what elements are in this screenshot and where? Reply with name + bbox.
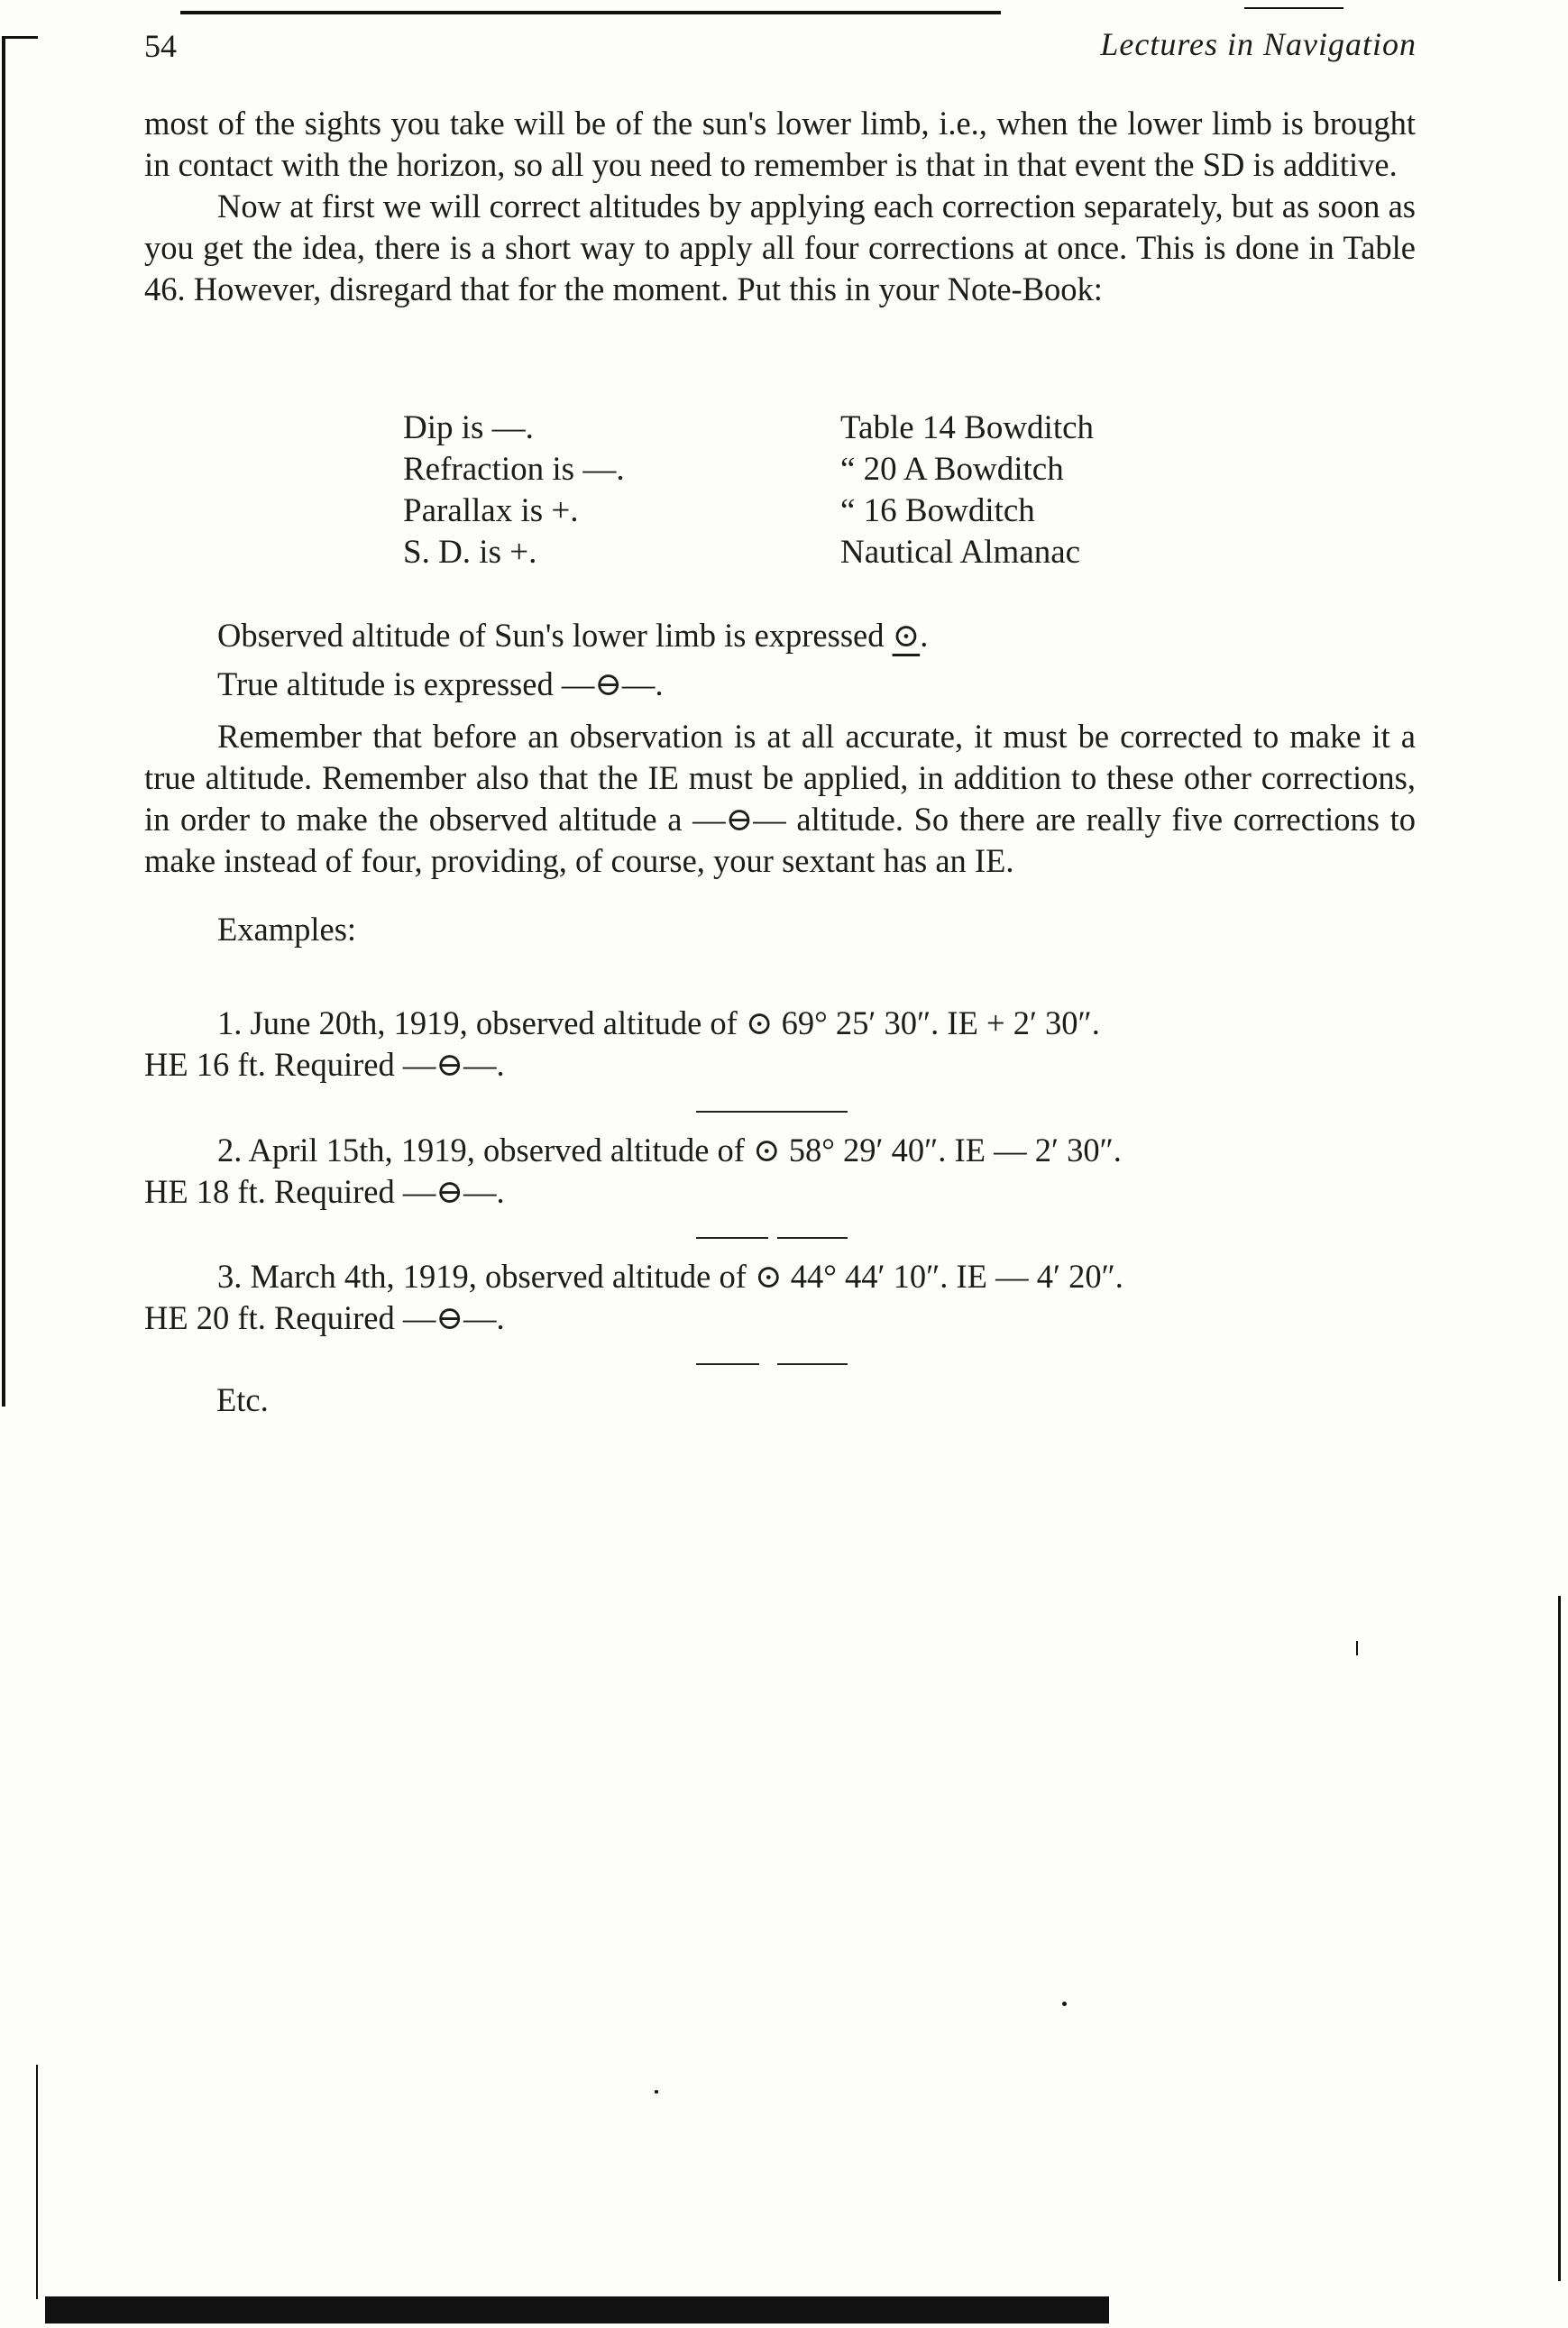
scan-speck	[1062, 2002, 1067, 2006]
table-correction: Dip is —.	[403, 409, 534, 446]
closing-etc: Etc.	[216, 1381, 269, 1418]
right-margin-line	[1558, 1596, 1561, 2281]
true-altitude-text: True altitude is expressed	[217, 665, 554, 702]
example-line-2: HE 18 ft. Required —⊖—.	[144, 1173, 505, 1210]
bottom-left-line	[36, 2065, 38, 2299]
table-source: “ 20 A Bowditch	[840, 451, 1064, 488]
example-separator	[777, 1237, 848, 1239]
body-block-2	[144, 716, 1416, 950]
bottom-rule	[45, 2296, 1109, 2323]
table-correction: S. D. is +.	[403, 534, 537, 571]
table-correction: Parallax is +.	[403, 492, 579, 529]
paragraph-2: Now at first we will correct altitudes by applying each correction separately, but as soon as you get the idea, there is a short way to apply all four corrections at once. This is done in Table 46. However, disregard that for the moment. Put this in your Note-Book:	[144, 188, 1416, 307]
left-margin-line	[2, 36, 5, 1407]
page-number: 54	[144, 28, 177, 64]
true-altitude-symbol: —⊖—	[561, 665, 656, 702]
example-line-1: 2. April 15th, 1919, observed altitude of ⊙ 58° 29′ 40″. IE — 2′ 30″.	[217, 1132, 1122, 1169]
lower-limb-text: Observed altitude of Sun's lower limb is expressed	[217, 617, 885, 654]
lower-limb-definition: Observed altitude of Sun's lower limb is expressed ⊙.	[217, 617, 929, 654]
table-source: Table 14 Bowditch	[840, 409, 1095, 446]
example-separator	[777, 1363, 848, 1365]
body-block-1	[144, 103, 1416, 310]
scan-speck	[655, 2090, 658, 2094]
examples-label: Examples:	[217, 911, 357, 948]
top-rule	[180, 11, 1001, 14]
example-separator	[696, 1363, 759, 1365]
running-head: Lectures in Navigation	[1100, 26, 1417, 62]
paragraph-3: Remember that before an observation is at all accurate, it must be corrected to make it a true altitude. Remember also that the IE must be applied, in addition to these other corrections, in order to make the observed altitude a —⊖— altitude. So there are really five corrections to make instead of four, providing, of course, your sextant has an IE.	[144, 718, 1416, 879]
table-source: “ 16 Bowditch	[840, 492, 1035, 529]
example-2	[144, 1130, 1416, 1213]
example-line-1: 3. March 4th, 1919, observed altitude of ⊙ 44° 44′ 10″. IE — 4′ 20″.	[217, 1258, 1123, 1295]
example-separator	[696, 1237, 768, 1239]
example-1	[144, 1003, 1416, 1086]
scan-speck	[1356, 1641, 1358, 1655]
top-right-rule	[1244, 7, 1343, 9]
lower-limb-symbol: ⊙	[892, 617, 921, 654]
left-corner-line	[2, 36, 38, 39]
example-line-2: HE 20 ft. Required —⊖—.	[144, 1299, 505, 1336]
true-altitude-definition: True altitude is expressed —⊖—.	[217, 665, 664, 702]
example-line-2: HE 16 ft. Required —⊖—.	[144, 1046, 505, 1083]
table-correction: Refraction is —.	[403, 451, 625, 488]
paragraph-1: most of the sights you take will be of the sun's lower limb, i.e., when the lower limb is brought in contact with the horizon, so all you need to remember is that in that event the SD is additive.	[144, 105, 1416, 183]
example-3	[144, 1256, 1416, 1339]
example-separator	[696, 1111, 848, 1113]
symbol-definitions	[144, 615, 1416, 705]
table-source: Nautical Almanac	[840, 534, 1081, 571]
example-line-1: 1. June 20th, 1919, observed altitude of ⊙ 69° 25′ 30″. IE + 2′ 30″.	[217, 1004, 1100, 1041]
